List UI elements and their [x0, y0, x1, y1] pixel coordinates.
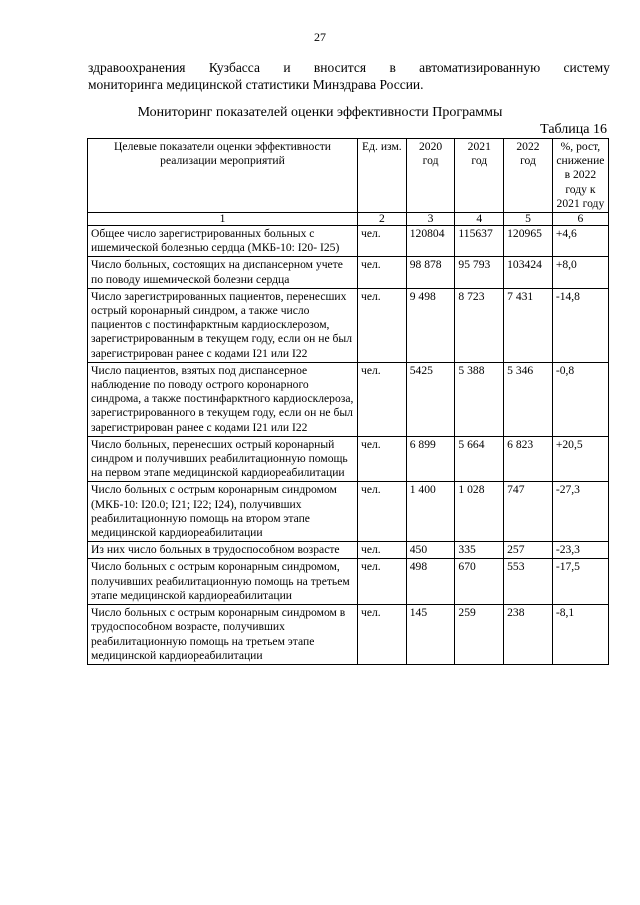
value-2020-cell: 5425: [406, 362, 455, 436]
value-2020-cell: 450: [406, 542, 455, 559]
page-number: 27: [314, 30, 326, 44]
indicators-table: [87, 138, 609, 665]
indicator-cell: Число зарегистрированных пациентов, перенесших острый коронарный синдром, а также число пациентов с постинфарктным кардиосклерозом, зарегистрированным в текущем году, если он не был зарегистрирован ранее с кодами I21 или I22: [88, 288, 358, 362]
intro-paragraph: [88, 59, 610, 93]
value-2021-cell: 670: [455, 559, 504, 605]
value-2021-cell: 115637: [455, 226, 504, 257]
table-row: [88, 288, 609, 362]
column-number-row: [88, 213, 609, 226]
value-2021-cell: 5 664: [455, 436, 504, 482]
value-2022-cell: 6 823: [504, 436, 553, 482]
value-2021-cell: 335: [455, 542, 504, 559]
indicator-cell: Общее число зарегистрированных больных с ишемической болезнью сердца (МКБ-10: I20- I25): [88, 226, 358, 257]
intro-word: и: [283, 60, 291, 75]
indicator-cell: Число больных с острым коронарным синдромом, получивших реабилитационную помощь на третьем этапе медицинской кардиореабилитации: [88, 559, 358, 605]
column-number: 6: [552, 213, 608, 226]
percent-change-cell: -0,8: [552, 362, 608, 436]
indicator-cell: Число больных, состоящих на диспансерном учете по поводу ишемической болезни сердца: [88, 257, 358, 288]
value-2020-cell: 6 899: [406, 436, 455, 482]
value-2022-cell: 5 346: [504, 362, 553, 436]
header-2022: 2022 год: [504, 139, 553, 213]
table-row: [88, 257, 609, 288]
table-row: [88, 559, 609, 605]
unit-cell: чел.: [358, 436, 407, 482]
percent-change-cell: -23,3: [552, 542, 608, 559]
intro-word: автоматизированную: [419, 60, 541, 75]
value-2020-cell: 498: [406, 559, 455, 605]
indicator-cell: Число больных, перенесших острый коронарный синдром и получивших реабилитационную помощь на первом этапе медицинской кардиореабилитации: [88, 436, 358, 482]
header-row: [88, 139, 609, 213]
value-2020-cell: 98 878: [406, 257, 455, 288]
intro-word: в: [389, 60, 396, 75]
value-2022-cell: 747: [504, 482, 553, 542]
unit-cell: чел.: [358, 559, 407, 605]
intro-word: здравоохранения: [88, 60, 186, 75]
table-row: [88, 362, 609, 436]
table-number: Таблица 16: [540, 122, 607, 137]
value-2021-cell: 8 723: [455, 288, 504, 362]
percent-change-cell: -14,8: [552, 288, 608, 362]
value-2022-cell: 103424: [504, 257, 553, 288]
value-2022-cell: 7 431: [504, 288, 553, 362]
header-percent-change: %, рост, снижение в 2022 году к 2021 году: [552, 139, 608, 213]
column-number: 1: [88, 213, 358, 226]
unit-cell: чел.: [358, 257, 407, 288]
intro-word: вносится: [313, 60, 367, 75]
table-row: [88, 482, 609, 542]
value-2022-cell: 120965: [504, 226, 553, 257]
unit-cell: чел.: [358, 605, 407, 665]
table-row: [88, 605, 609, 665]
value-2021-cell: 259: [455, 605, 504, 665]
table-body: [88, 226, 609, 665]
value-2020-cell: 9 498: [406, 288, 455, 362]
table-title: Мониторинг показателей оценки эффективности Программы: [137, 105, 503, 120]
percent-change-cell: +20,5: [552, 436, 608, 482]
table-row: [88, 436, 609, 482]
indicator-cell: Число больных с острым коронарным синдромом (МКБ-10: I20.0; I21; I22; I24), получивших реабилитационную помощь на втором этапе медицинской кардиореабилитации: [88, 482, 358, 542]
table-row: [88, 542, 609, 559]
intro-line-2: мониторинга медицинской статистики Минздрава России.: [88, 77, 424, 92]
value-2021-cell: 95 793: [455, 257, 504, 288]
column-number: 5: [504, 213, 553, 226]
indicator-cell: Число пациентов, взятых под диспансерное наблюдение по поводу острого коронарного синдрома, а также постинфарктного кардиосклероза, зарегистрированного в текущем году, если он не был зарегистрирован ранее с кодами I21 или I22: [88, 362, 358, 436]
value-2022-cell: 257: [504, 542, 553, 559]
percent-change-cell: +4,6: [552, 226, 608, 257]
percent-change-cell: -8,1: [552, 605, 608, 665]
indicator-cell: Число больных с острым коронарным синдромом в трудоспособном возрасте, получивших реабилитационную помощь на третьем этапе медицинской кардиореабилитации: [88, 605, 358, 665]
header-2020: 2020 год: [406, 139, 455, 213]
value-2020-cell: 1 400: [406, 482, 455, 542]
percent-change-cell: +8,0: [552, 257, 608, 288]
unit-cell: чел.: [358, 542, 407, 559]
intro-word: систему: [563, 60, 610, 75]
value-2022-cell: 238: [504, 605, 553, 665]
column-number: 2: [358, 213, 407, 226]
unit-cell: чел.: [358, 226, 407, 257]
column-number: 3: [406, 213, 455, 226]
intro-word: Кузбасса: [208, 60, 260, 75]
table-row: [88, 226, 609, 257]
value-2020-cell: 120804: [406, 226, 455, 257]
unit-cell: чел.: [358, 482, 407, 542]
percent-change-cell: -27,3: [552, 482, 608, 542]
intro-line-1: [88, 59, 610, 76]
value-2022-cell: 553: [504, 559, 553, 605]
unit-cell: чел.: [358, 288, 407, 362]
percent-change-cell: -17,5: [552, 559, 608, 605]
column-number: 4: [455, 213, 504, 226]
value-2020-cell: 145: [406, 605, 455, 665]
header-2021: 2021 год: [455, 139, 504, 213]
unit-cell: чел.: [358, 362, 407, 436]
header-indicator: Целевые показатели оценки эффективности реализации мероприятий: [88, 139, 358, 213]
value-2021-cell: 1 028: [455, 482, 504, 542]
indicator-cell: Из них число больных в трудоспособном возрасте: [88, 542, 358, 559]
value-2021-cell: 5 388: [455, 362, 504, 436]
header-unit: Ед. изм.: [358, 139, 407, 213]
